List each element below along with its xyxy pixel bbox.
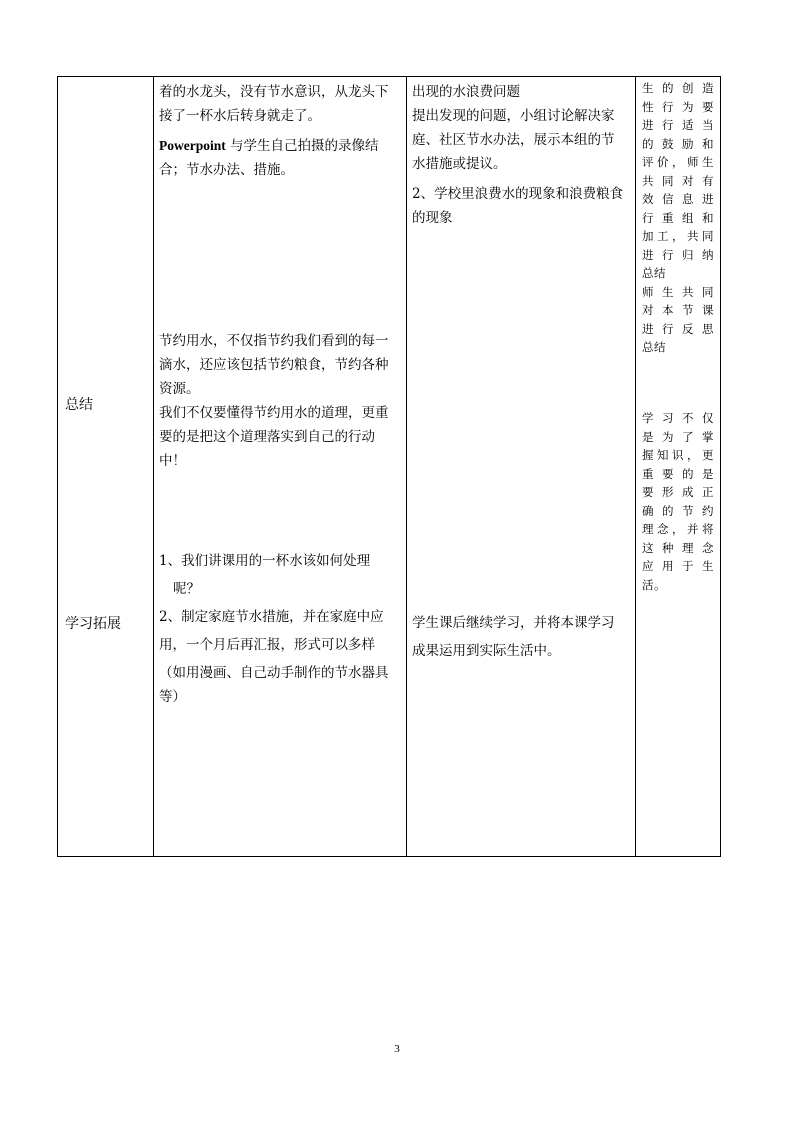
note-line: 总结	[642, 266, 666, 280]
text-line: 资源。	[159, 381, 200, 397]
note-line: 这种理念	[642, 540, 714, 555]
text-line: 学生课后继续学习，并将本课学习	[412, 615, 615, 631]
note-line: 理念，并将	[642, 522, 714, 536]
design-note-evaluation	[642, 79, 714, 357]
student-activity-cell	[407, 77, 636, 857]
text-line: 中！	[159, 453, 186, 469]
text-line: 的现象	[412, 210, 453, 226]
text-line: 1、我们讲课用的一杯水该如何处理	[159, 553, 371, 569]
note-line: 学习不仅	[642, 411, 714, 425]
summary-text	[159, 329, 401, 473]
note-line: 效信息进	[642, 192, 714, 206]
note-line: 师生共同	[642, 284, 714, 299]
note-line: 行重组和	[642, 210, 714, 225]
student-extension-text	[412, 611, 630, 663]
note-line: 加工，共同	[642, 229, 714, 243]
text-line	[159, 134, 401, 158]
note-line: 性行为要	[642, 99, 714, 114]
teacher-activity-cell	[154, 77, 407, 857]
text-line: 要的是把这个道理落实到自己的行动	[159, 429, 375, 445]
note-line: 要形成正	[642, 485, 714, 499]
note-line: 是为了掌	[642, 429, 714, 444]
page-number: 3	[394, 1043, 400, 1055]
text-fragment: 与学生自己拍摄的录像结	[225, 138, 379, 154]
note-line: 应用于生	[642, 559, 714, 573]
text-line: 出现的水浪费问题	[412, 84, 520, 100]
powerpoint-label: Powerpoint	[159, 138, 226, 153]
student-activity-text	[412, 80, 630, 230]
text-line: 节约用水，不仅指节约我们看到的每一	[159, 333, 389, 349]
note-line: 握知识，更	[642, 448, 714, 462]
text-line: 滴水，还应该包括节约粮食，节约各种	[159, 357, 389, 373]
text-line: 水措施或提议。	[412, 156, 507, 172]
design-note-learning	[642, 409, 714, 594]
text-line: 2、学校里浪费水的现象和浪费粮食	[412, 186, 624, 202]
text-line: 我们不仅要懂得节约用水的道理，更重	[159, 405, 389, 421]
text-line: 庭、社区节水办法，展示本组的节	[412, 132, 615, 148]
teacher-activity-text	[159, 80, 401, 182]
note-line: 评价，师生	[642, 155, 714, 169]
text-line: 合；节水办法、措施。	[159, 162, 294, 178]
note-line: 生的创造	[642, 81, 714, 95]
note-line: 重要的是	[642, 466, 714, 481]
table-row	[58, 77, 721, 857]
label-extension: 学习拓展	[65, 616, 121, 632]
design-intent-cell	[636, 77, 721, 857]
text-line: 呢？	[173, 581, 200, 597]
note-line: 总结	[642, 340, 666, 354]
note-line: 对本节课	[642, 303, 714, 317]
lesson-plan-table	[57, 76, 721, 857]
note-line: 进行反思	[642, 321, 714, 336]
note-line: 活。	[642, 577, 666, 592]
note-line: 的鼓励和	[642, 136, 714, 151]
text-line: 2、制定家庭节水措施，并在家庭中应	[159, 609, 384, 625]
label-summary: 总结	[65, 397, 93, 413]
note-line: 进行适当	[642, 118, 714, 132]
extension-text	[159, 549, 401, 709]
note-line: 确的节约	[642, 503, 714, 518]
text-line: 用，一个月后再汇报，形式可以多样	[159, 637, 375, 653]
text-line: 接了一杯水后转身就走了。	[159, 108, 321, 124]
text-line: 等）	[159, 689, 186, 705]
text-line: 提出发现的问题，小组讨论解决家	[412, 108, 615, 124]
text-line: 着的水龙头，没有节水意识，从龙头下	[159, 84, 389, 100]
text-line: （如用漫画、自己动手制作的节水器具	[159, 665, 389, 681]
note-line: 共同对有	[642, 173, 714, 188]
note-line: 进行归纳	[642, 247, 714, 262]
text-line: 成果运用到实际生活中。	[412, 643, 561, 659]
stage-label-cell	[58, 77, 154, 857]
